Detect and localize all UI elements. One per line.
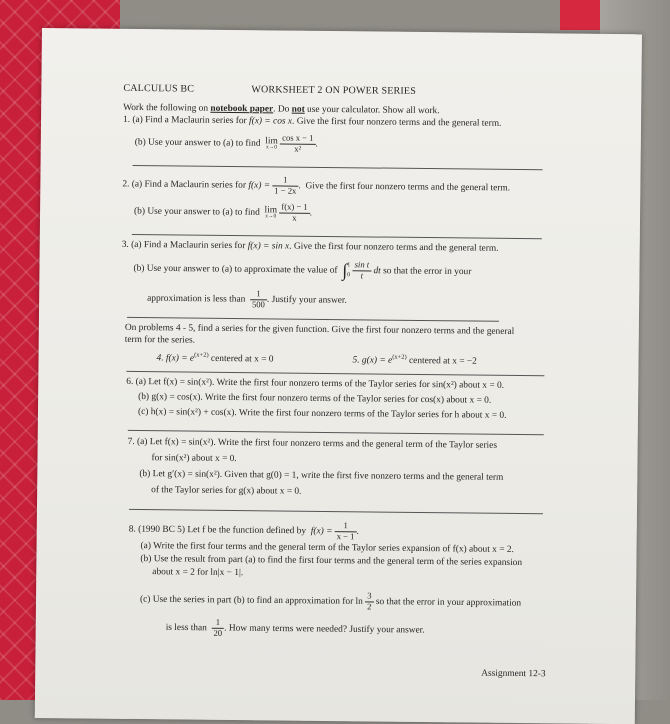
problem-4: 4. $f(x) = e^{(x+2)}$ centered at x = 0	[156, 351, 274, 365]
problems-4-5-intro-cont: term for the series.	[124, 334, 196, 346]
course-title: CALCULUS BC	[123, 82, 195, 95]
problem-8-intro: 8. (1990 BC 5) Let f be the function defined by f(x) = $\frac{1}{x - 1}$ .	[128, 520, 359, 542]
divider	[128, 430, 544, 435]
problem-3b: (b) Use your answer to (a) to approximate the value of ∫ 1 0 $\frac{\text{sin t}}{t}$ dt so that the error in your	[133, 259, 472, 281]
problem-8c-cont: is less than $\frac{1}{20}$ . How many terms were needed? Justify your answer.	[165, 616, 425, 638]
problem-7b-cont: of the Taylor series for g(x) about x = 0.	[151, 485, 302, 497]
problem-6b: (b) g(x) = cos(x). Write the first four nonzero terms of the Taylor series for cos(x) about x = 0.	[138, 392, 492, 406]
integral-sign: ∫	[342, 260, 348, 281]
problem-1a: 1. (a) Find a Maclaurin series for f(x) = cos x. Give the first four nonzero terms and the general term.	[122, 114, 502, 129]
problem-8a: (a) Write the first four terms and the general term of the Taylor series expansion of f(x) about x = 2.	[140, 541, 514, 555]
problem-5: 5. $g(x) = e^{(x+2)}$ centered at x = −2	[352, 353, 477, 367]
problem-6a: 6. (a) Let f(x) = sin(x²). Write the first four nonzero terms of the Taylor series for sin(x²) about x = 0.	[126, 376, 505, 391]
problem-7b: (b) Let g′(x) = sin(x²). Given that g(0) = 1, write the first five nonzero terms and the general term	[139, 469, 504, 483]
divider	[126, 371, 544, 376]
divider	[129, 509, 543, 514]
worksheet-paper	[35, 28, 642, 724]
assignment-label: Assignment 12-3	[481, 668, 546, 680]
problem-7a-cont: for sin(x²) about x = 0.	[151, 453, 237, 465]
divider	[127, 317, 499, 322]
problem-8c: (c) Use the series in part (b) to find an approximation for ln $\frac{3}{2}$ so that the error in your approximation	[139, 590, 522, 612]
divider	[133, 165, 543, 170]
problem-3a: 3. (a) Find a Maclaurin series for f(x) = sin x. Give the first four nonzero terms and the general term.	[121, 239, 499, 254]
problem-6c: (c) h(x) = sin(x²) + cos(x). Write the first four nonzero terms of the Taylor series for h about x = 0.	[137, 407, 507, 421]
problem-8b-cont: about x = 2 for ln|x − 1|.	[152, 567, 244, 579]
instructions: Work the following on notebook paper. Do not use your calculator. Show all work.	[123, 102, 440, 117]
problem-1b: (b) Use your answer to (a) to find lim x→0 $\frac{\text{cos x − 1}}{\text{x²}}$ .	[134, 132, 318, 154]
problem-7a: 7. (a) Let f(x) = sin(x²). Write the first four nonzero terms and the general term of the Taylor series	[127, 436, 498, 451]
worksheet-title: WORKSHEET 2 ON POWER SERIES	[251, 84, 417, 97]
problem-8b: (b) Use the result from part (a) to find the first four terms and the general term of the series expansion	[140, 554, 523, 569]
problem-2a: 2. (a) Find a Maclaurin series for f(x) = $\frac{1}{1 - 2x}$ . Give the first four nonzero terms and the general term.	[122, 174, 511, 196]
problem-3c: approximation is less than $\frac{1}{500}$ . Justify your answer.	[147, 288, 347, 310]
divider	[132, 234, 542, 239]
problems-4-5-intro: On problems 4 - 5, find a series for the given function. Give the first four nonzero terms and the general	[124, 322, 515, 337]
problem-2b: (b) Use your answer to (a) to find lim x→0 $\frac{f(x) - 1}{x}$ .	[134, 201, 313, 223]
